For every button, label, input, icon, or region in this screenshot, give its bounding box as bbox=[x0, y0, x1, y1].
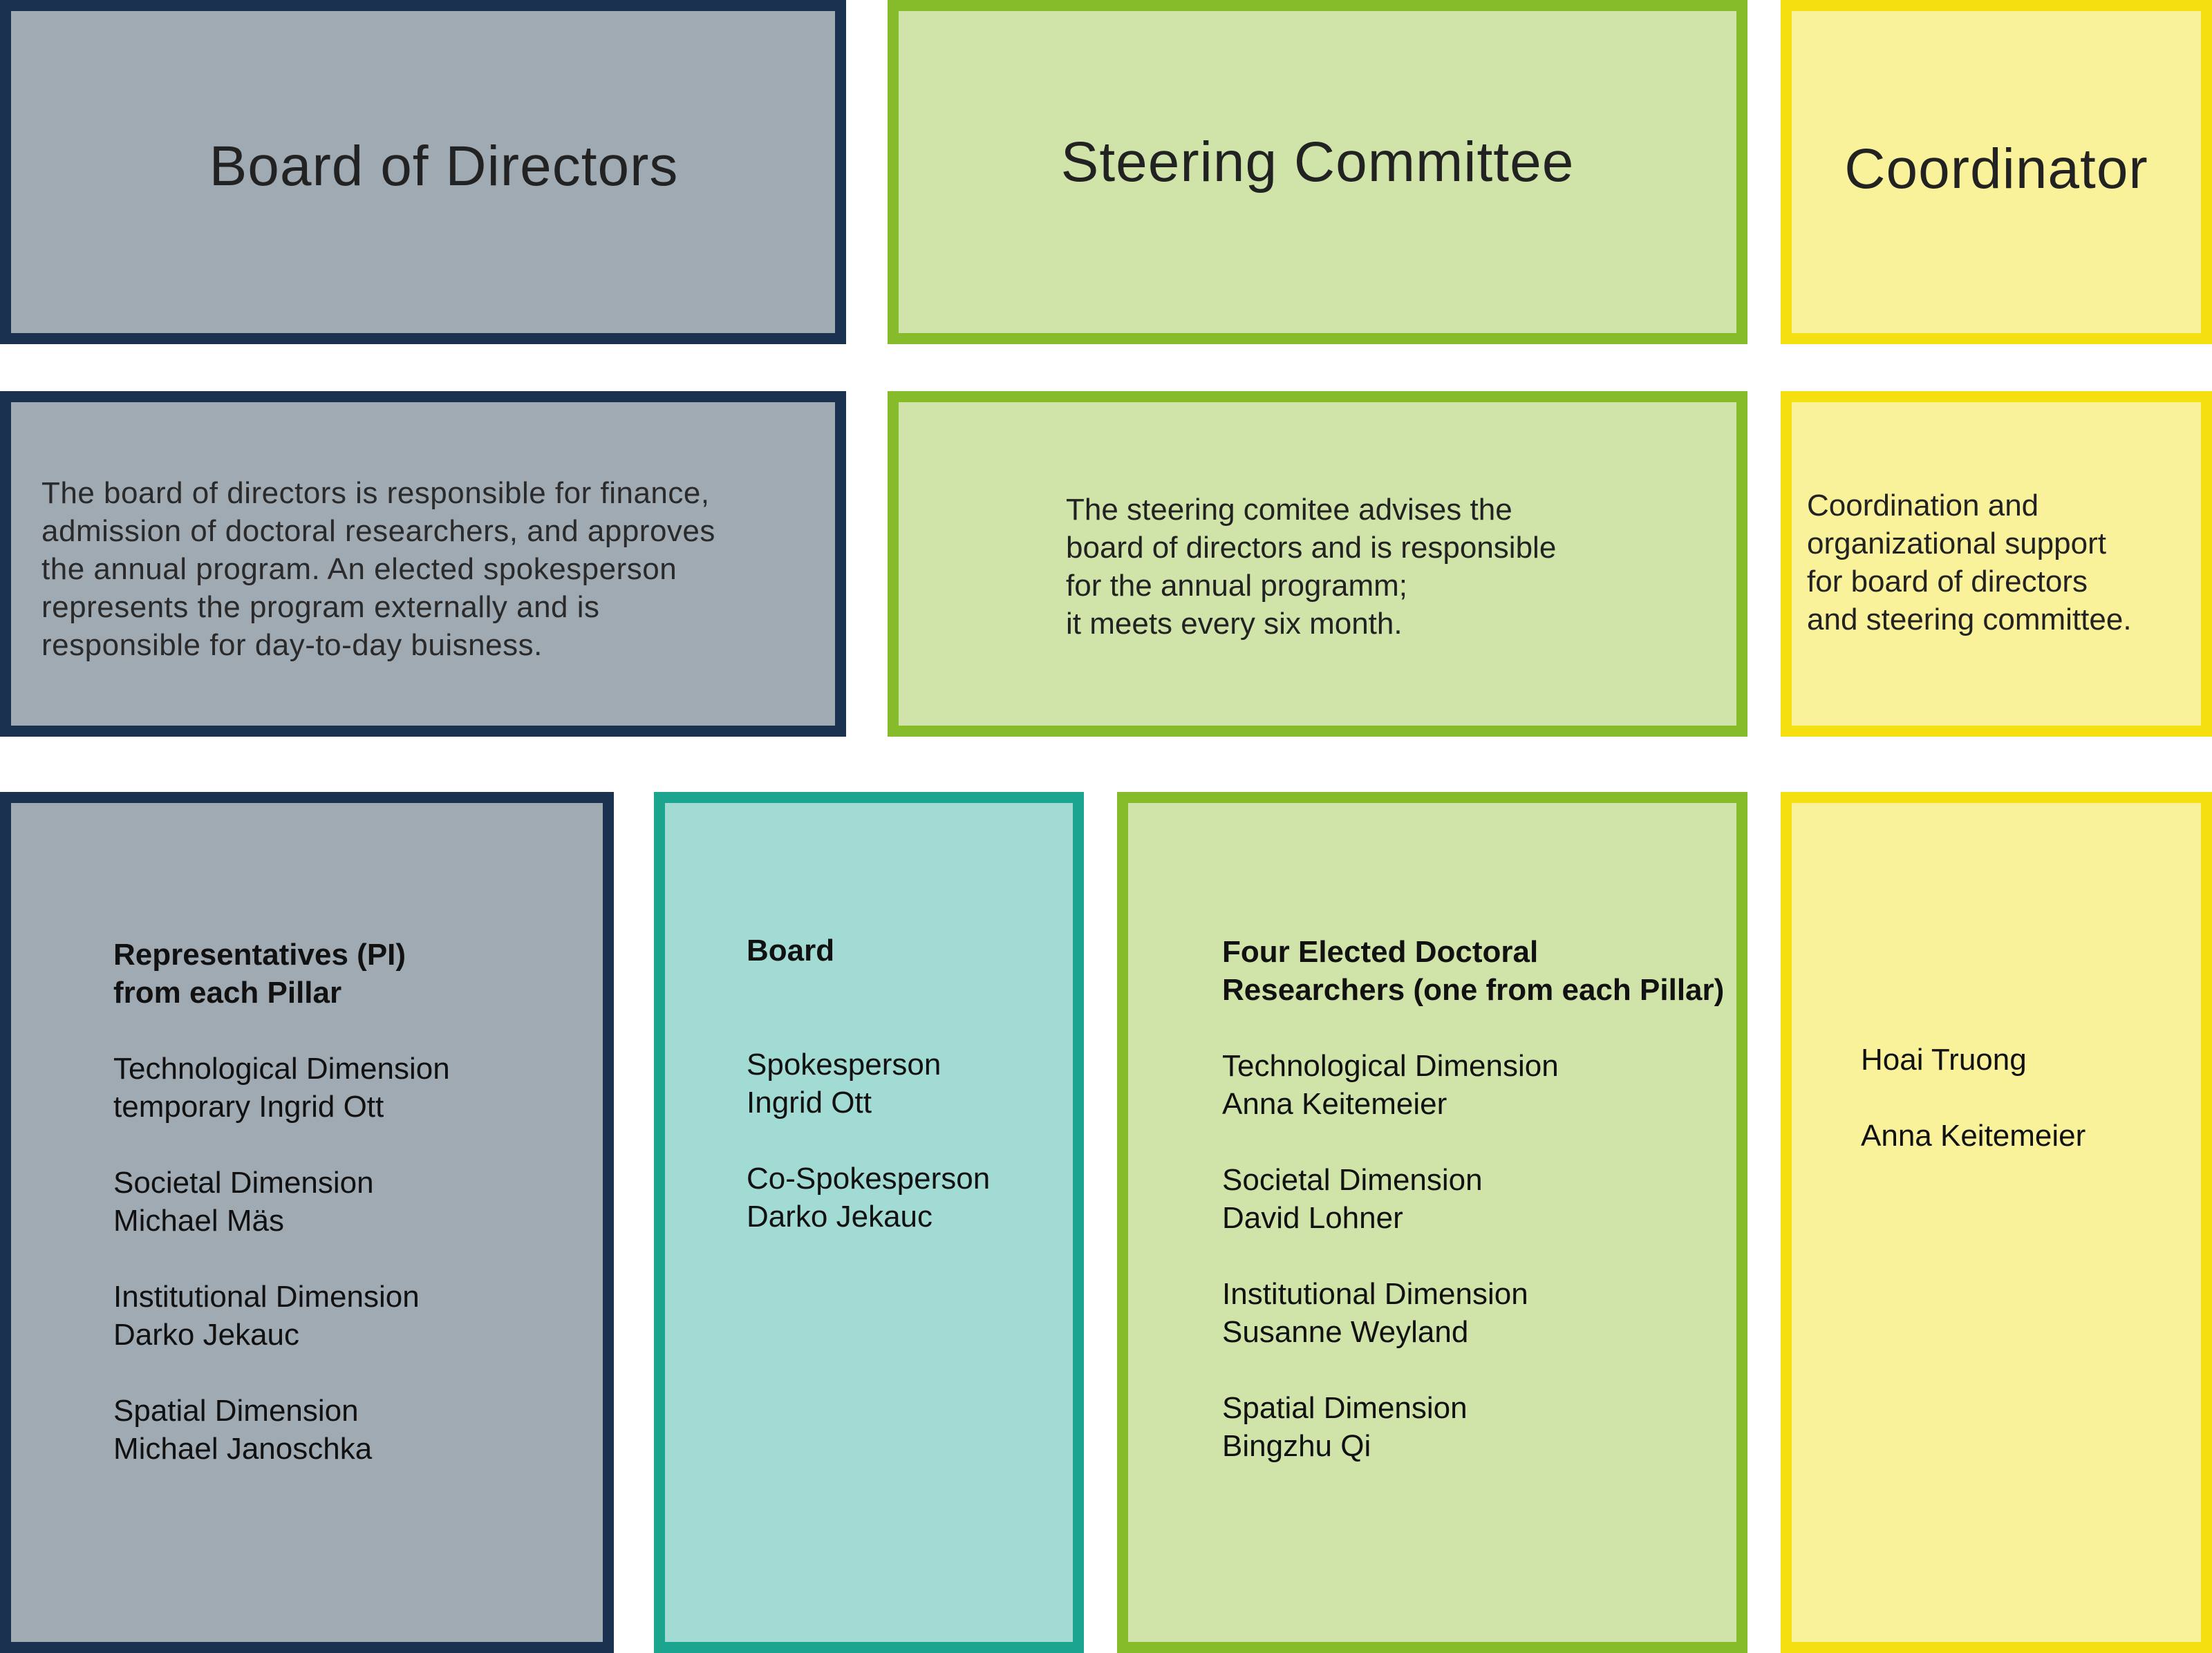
representatives-heading: Representatives (PI) from each Pillar bbox=[113, 938, 406, 1010]
coordinator-item: Hoai Truong bbox=[1861, 1043, 2027, 1077]
coordinator-description-box bbox=[1781, 391, 2212, 737]
steering-committee-title: Steering Committee bbox=[1060, 131, 1575, 193]
representative-item: Societal Dimension Michael Mäs bbox=[113, 1166, 374, 1238]
coordinator-description bbox=[1807, 487, 2132, 639]
board-list bbox=[747, 932, 990, 1274]
representative-item: Institutional Dimension Darko Jekauc bbox=[113, 1280, 420, 1352]
doctoral-researcher-item: Spatial Dimension Bingzhu Qi bbox=[1222, 1391, 1468, 1463]
doctoral-researchers-list bbox=[1222, 933, 1724, 1503]
coordinator-item: Anna Keitemeier bbox=[1861, 1119, 2086, 1153]
doctoral-researcher-item: Technological Dimension Anna Keitemeier bbox=[1222, 1049, 1559, 1121]
coordinator-title: Coordinator bbox=[1844, 138, 2148, 200]
representative-item: Spatial Dimension Michael Janoschka bbox=[113, 1394, 373, 1466]
board-heading: Board bbox=[747, 934, 835, 967]
coordinators-list bbox=[1861, 1041, 2086, 1193]
doctoral-researcher-item: Societal Dimension David Lohner bbox=[1222, 1163, 1483, 1235]
board-box bbox=[654, 792, 1084, 1653]
board-of-directors-description-box bbox=[0, 391, 846, 737]
description-line: admission of doctoral researchers, and approves bbox=[41, 514, 715, 548]
description-line: represents the program externally and is bbox=[41, 590, 600, 624]
description-line: it meets every six month. bbox=[1066, 607, 1403, 641]
board-item: Co-Spokesperson Darko Jekauc bbox=[747, 1162, 991, 1234]
board-of-directors-description bbox=[41, 474, 715, 664]
description-line: The board of directors is responsible for finance, bbox=[41, 476, 710, 510]
doctoral-researcher-item: Institutional Dimension Susanne Weyland bbox=[1222, 1277, 1528, 1349]
board-of-directors-title-box bbox=[0, 0, 846, 344]
coordinators-box bbox=[1781, 792, 2212, 1653]
description-line: responsible for day-to-day buisness. bbox=[41, 628, 543, 662]
board-of-directors-title: Board of Directors bbox=[209, 135, 679, 198]
doctoral-researchers-heading: Four Elected Doctoral Researchers (one from each Pillar) bbox=[1222, 935, 1725, 1007]
description-line: Coordination and bbox=[1807, 489, 2039, 522]
description-line: board of directors and is responsible bbox=[1066, 531, 1557, 565]
description-line: organizational support bbox=[1807, 527, 2106, 560]
representatives-list bbox=[113, 936, 450, 1506]
representative-item: Technological Dimension temporary Ingrid Ott bbox=[113, 1052, 450, 1124]
steering-committee-description bbox=[1066, 491, 1556, 643]
steering-committee-title-box bbox=[888, 0, 1747, 344]
description-line: for the annual programm; bbox=[1066, 569, 1408, 603]
description-line: The steering comitee advises the bbox=[1066, 493, 1512, 527]
description-line: and steering committee. bbox=[1807, 603, 2132, 636]
steering-committee-description-box bbox=[888, 391, 1747, 737]
representatives-box bbox=[0, 792, 614, 1653]
board-item: Spokesperson Ingrid Ott bbox=[747, 1048, 941, 1120]
coordinator-title-box bbox=[1781, 0, 2212, 344]
doctoral-researchers-box bbox=[1117, 792, 1747, 1653]
description-line: for board of directors bbox=[1807, 565, 2088, 598]
description-line: the annual program. An elected spokesperson bbox=[41, 552, 677, 586]
